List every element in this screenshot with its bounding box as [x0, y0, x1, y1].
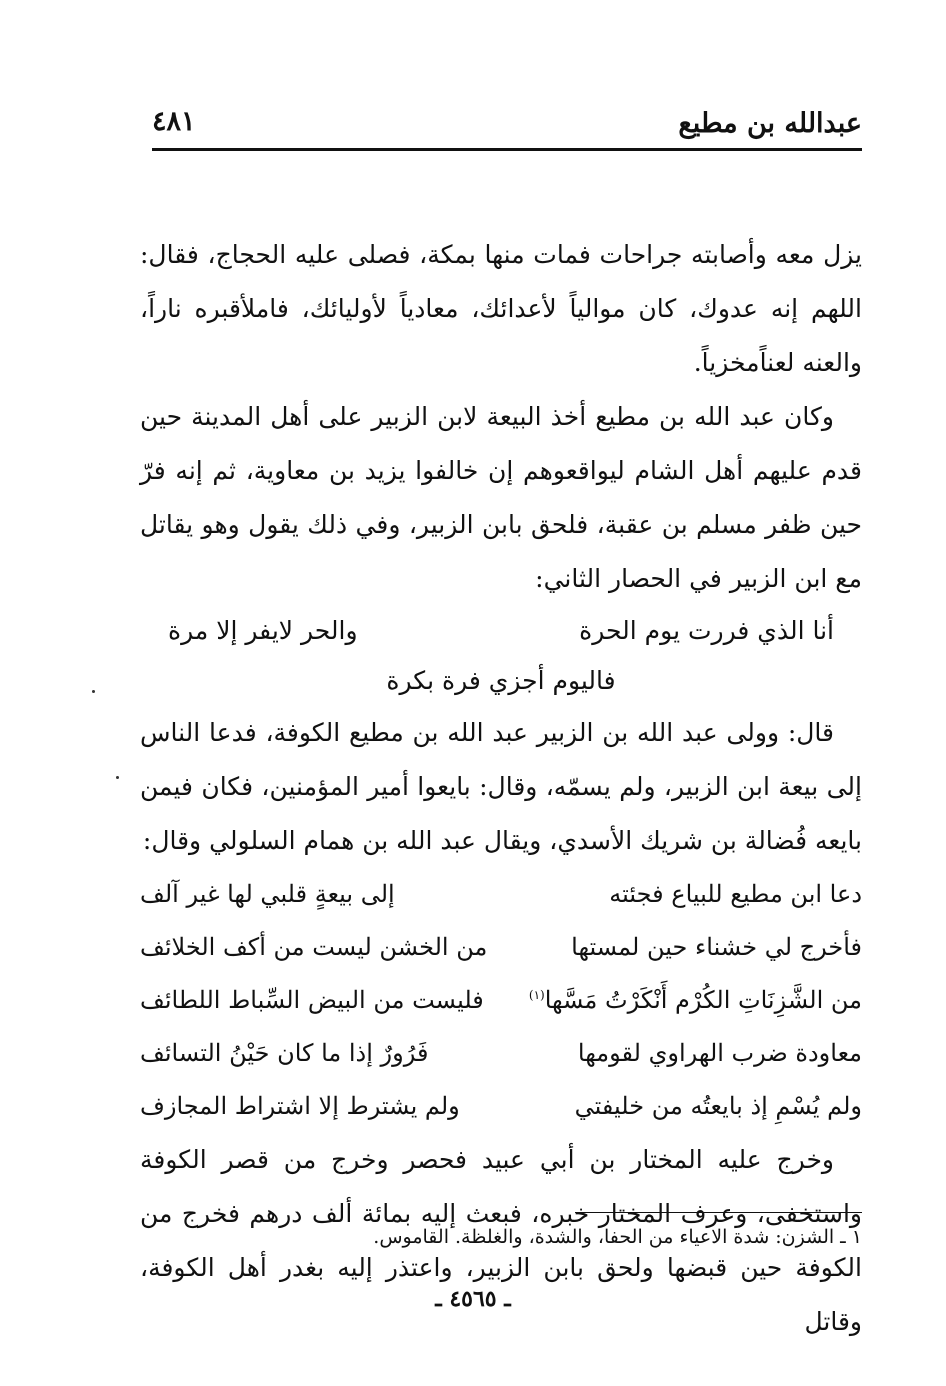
poem [140, 868, 862, 1133]
verse-1-first-hemistich: أنا الذي فررت يوم الحرة [579, 616, 834, 645]
header-page-number: ٤٨١ [152, 106, 196, 137]
verse-line-1 [140, 606, 862, 656]
poem-line [140, 1080, 862, 1133]
poem-hemistich-a: ولم يُسْمِ إذ بايعتُه من خليفتي [574, 1092, 862, 1120]
paragraph-3: قال: وولى عبد الله بن الزبير عبد الله بن مطيع الكوفة، فدعا الناس إلى بيعة ابن الزبير، ولم يسمّه، وقال: بايعوا أمير المؤمنين، فكان فيمن بايعه فُضالة بن شريك الأسدي، ويقال عبد الله بن همام السلولي وقال: [140, 718, 862, 855]
poem-line [140, 868, 862, 921]
poem-hemistich-a-text: من الشَّزِنَاتِ الكُرْم أَنْكَرْتُ مَسَّها [544, 986, 862, 1014]
poem-line [140, 921, 862, 974]
poem-hemistich-b: ولم يشترط إلا اشتراط المجازف [140, 1092, 460, 1120]
paragraph-1: يزل معه وأصابته جراحات فمات منها بمكة، فصلى عليه الحجاج، فقال: اللهم إنه عدوك، كان موالياً لأعدائك، معادياً لأوليائك، فاملأقبره ناراً، والعنه لعناًمخزياً. [140, 240, 862, 377]
poem-hemistich-b: إلى بيعةٍ قلبي لها غير آلف [140, 880, 395, 908]
poem-hemistich-a [501, 974, 862, 1027]
paragraph-4: وخرج عليه المختار بن أبي عبيد فحصر وخرج من قصر الكوفة واستخفى، وعرف المختار خبره، فبعث إليه بمائة ألف درهم فخرج من الكوفة حين قبضها ولحق بابن الزبير، واعتذر إليه بغدر أهل الكوفة، وقاتل [140, 1145, 862, 1336]
poem-hemistich-a: فأخرج لي خشناء حين لمستها [571, 933, 862, 961]
scan-speck [92, 690, 95, 693]
folio-page-number: ـ ٤٥٦٥ ـ [435, 1286, 511, 1312]
poem-line [140, 974, 862, 1027]
poem-line [140, 1027, 862, 1080]
footnote-rule [575, 1212, 862, 1213]
poem-hemistich-b: فَرُورٌ إذا ما كان حَيْنُ التسائف [140, 1039, 429, 1067]
paragraph-2: وكان عبد الله بن مطيع أخذ البيعة لابن الزبير على أهل المدينة حين قدم عليهم أهل الشام ليواقعوهم إن خالفوا يزيد بن معاوية، ثم إنه فرّ حين ظفر مسلم بن عقبة، فلحق بابن الزبير، وفي ذلك يقول وهو يقاتل مع ابن الزبير في الحصار الثاني: [140, 402, 862, 593]
body-text [140, 228, 862, 1349]
verse-1-second-hemistich: والحر لايفر إلا مرة [168, 616, 358, 645]
footnote: ١ ـ الشزن: شدة الاعياء من الحفا، والشدة، والغلظة. القاموس. [373, 1226, 862, 1248]
header-title: عبدالله بن مطيع [678, 108, 862, 139]
running-header [152, 100, 862, 150]
poem-hemistich-b: فليست من البيض السِّباط اللطائف [140, 986, 484, 1014]
footnote-reference: (١) [528, 988, 545, 1002]
scan-speck [116, 776, 119, 779]
poem-hemistich-a: معاودة ضرب الهراوي لقومها [577, 1039, 862, 1067]
poem-hemistich-b: من الخشن ليست من أكف الخلائف [140, 933, 488, 961]
header-rule [152, 148, 862, 151]
poem-hemistich-a: دعا ابن مطيع للبياع فجئته [609, 880, 862, 908]
verse-line-2: فاليوم أجزي فرة بكرة [386, 666, 616, 695]
